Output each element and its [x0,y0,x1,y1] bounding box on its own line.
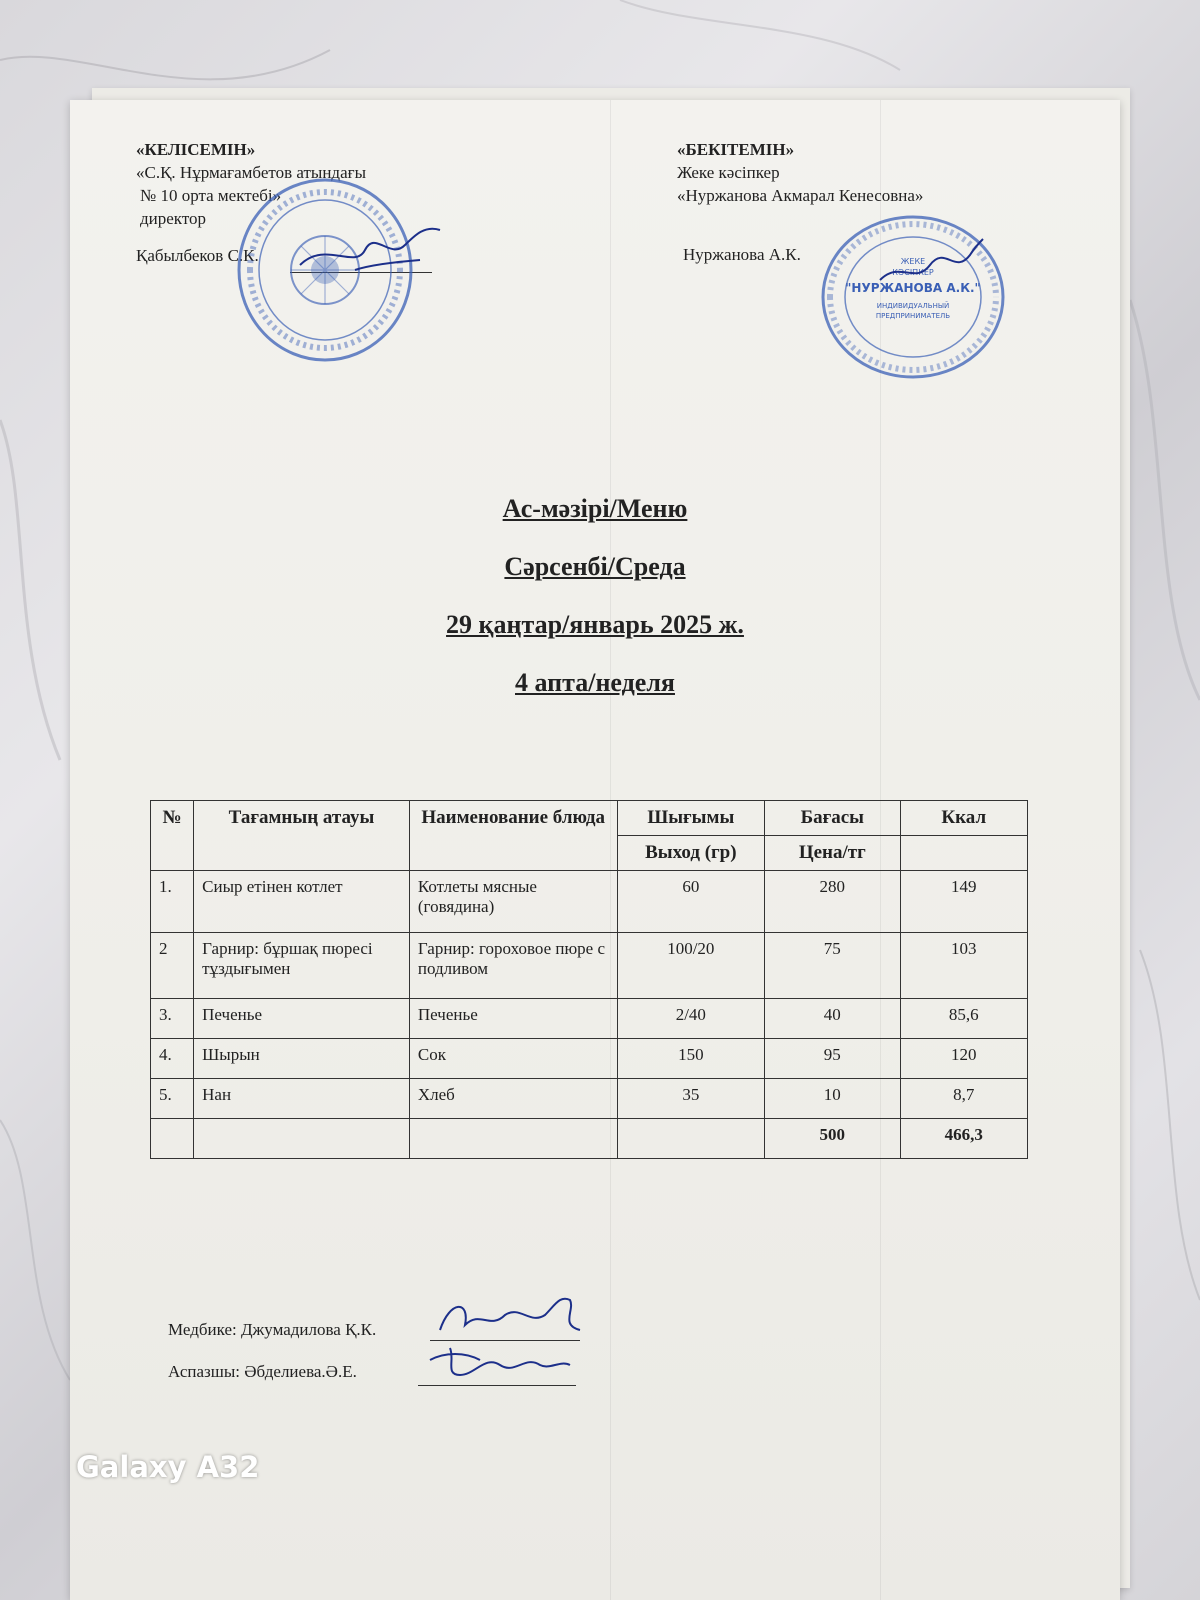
approved-heading: «БЕКІТЕМІН» [677,140,795,159]
date-title: 29 қаңтар/январь 2025 ж. [446,610,744,639]
nurse-signature-icon [430,1290,590,1345]
dish-price: 10 [765,1079,900,1119]
dish-name-ru: Печенье [409,999,617,1039]
row-number: 1. [151,871,194,933]
cook-signature-label: Аспазшы: Әбделиева.Ә.Е. [168,1362,357,1381]
dish-price: 40 [765,999,900,1039]
table-row [151,1079,1028,1119]
col-yield-ru-header: Выход (гр) [617,836,765,871]
dish-name-kz: Сиыр етінен котлет [194,871,410,933]
weekday-title: Сәрсенбі/Среда [504,552,686,581]
dish-yield: 60 [617,871,765,933]
total-price: 500 [765,1119,900,1159]
cook-signature-line [418,1385,576,1386]
dish-price: 280 [765,871,900,933]
dish-name-kz: Печенье [194,999,410,1039]
dish-yield: 100/20 [617,933,765,999]
col-yield-kz-header: Шығымы [617,801,765,836]
dish-name-ru: Котлеты мясные (говядина) [409,871,617,933]
row-number: 2 [151,933,194,999]
director-label: директор [140,209,207,228]
table-row [151,999,1028,1039]
dish-yield: 35 [617,1079,765,1119]
nurse-signature-label: Медбике: Джумадилова Қ.К. [168,1320,377,1339]
dish-name-ru: Сок [409,1039,617,1079]
dish-name-kz: Шырын [194,1039,410,1079]
menu-title-block [70,480,1120,712]
camera-watermark: Galaxy A32 [76,1450,260,1484]
stamp-inner-2: КӘСІПКЕР [892,268,934,277]
school-line: «С.Қ. Нұрмағамбетов атындағы [136,163,367,182]
stamp-sub-2: ПРЕДПРИНИМАТЕЛЬ [875,312,951,320]
stamp-inner-1: ЖЕКЕ [900,257,926,266]
entrepreneur-label: Жеке кәсіпкер [677,163,780,182]
dish-kcal: 103 [900,933,1027,999]
dish-kcal: 149 [900,871,1027,933]
row-number: 4. [151,1039,194,1079]
col-price-kz-header: Бағасы [765,801,900,836]
row-number: 3. [151,999,194,1039]
menu-title: Ас-мәзірі/Меню [502,494,688,523]
dish-price: 75 [765,933,900,999]
week-title: 4 апта/неделя [515,668,675,697]
dish-kcal: 8,7 [900,1079,1027,1119]
document-page [70,100,1120,1600]
director-name: Қабылбеков С.К. [136,246,259,265]
dish-yield: 2/40 [617,999,765,1039]
col-price-ru-header: Цена/тг [765,836,900,871]
row-number: 5. [151,1079,194,1119]
cook-signature-icon [425,1340,575,1385]
dish-kcal: 120 [900,1039,1027,1079]
col-kcal-header: Ккал [900,801,1027,836]
menu-table [150,800,1028,1159]
entrepreneur-signer: Нуржанова А.К. [683,245,801,264]
col-number-header: № [151,801,194,871]
dish-name-kz: Гарнир: бұршақ пюресі тұздығымен [194,933,410,999]
stamp-sub-1: ИНДИВИДУАЛЬНЫЙ [876,302,950,310]
table-header-row [151,801,1028,836]
dish-yield: 150 [617,1039,765,1079]
director-signature-icon [295,220,445,280]
stamp-name: "НУРЖАНОВА А.К." [845,281,981,295]
dish-name-kz: Нан [194,1079,410,1119]
table-row [151,1039,1028,1079]
table-total-row [151,1119,1028,1159]
dish-name-ru: Гарнир: гороховое пюре с подливом [409,933,617,999]
entrepreneur-name: «Нуржанова Акмарал Кенесовна» [677,186,924,205]
table-row [151,871,1028,933]
dish-price: 95 [765,1039,900,1079]
col-kcal-subheader [900,836,1027,871]
col-name-ru-header: Наименование блюда [409,801,617,871]
total-kcal: 466,3 [900,1119,1027,1159]
dish-kcal: 85,6 [900,999,1027,1039]
school-number: № 10 орта мектебі» [140,186,282,205]
dish-name-ru: Хлеб [409,1079,617,1119]
agreed-heading: «КЕЛІСЕМІН» [136,140,256,159]
entrepreneur-signature-icon [875,235,985,295]
table-row [151,933,1028,999]
col-name-kz-header: Тағамның атауы [194,801,410,871]
